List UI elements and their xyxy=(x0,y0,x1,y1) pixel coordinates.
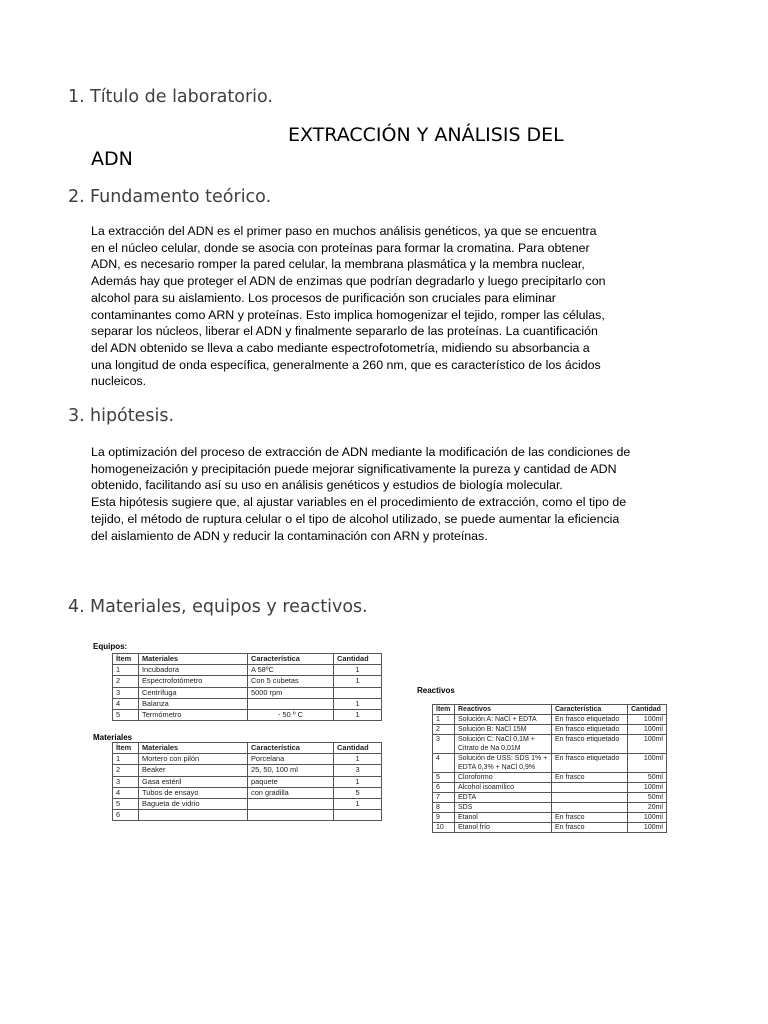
table-cell: En frasco etiquetado xyxy=(552,715,628,725)
table-cell xyxy=(552,803,628,813)
table-header-row xyxy=(433,705,667,715)
section-heading-4: 4. Materiales, equipos y reactivos. xyxy=(68,597,368,617)
table-row xyxy=(433,783,667,793)
table-row xyxy=(113,687,382,698)
column-header: Característica xyxy=(552,705,628,715)
table-cell: Solución B: NaCl 15M xyxy=(455,725,552,735)
table-cell: 3 xyxy=(433,735,455,754)
column-header: Cantidad xyxy=(334,743,382,754)
table-cell: 9 xyxy=(433,813,455,823)
text-line: en el núcleo celular, donde se asocia con proteínas para formar la cromatina. Para obtener xyxy=(91,240,590,255)
table-cell: En frasco etiquetado xyxy=(552,735,628,754)
table-cell: 25, 50, 100 ml xyxy=(248,765,334,776)
table-cell: 8 xyxy=(433,803,455,813)
table-header-row xyxy=(113,743,382,754)
table-cell: 100ml xyxy=(628,735,667,754)
text-line: homogeneización y precipitación puede mejorar significativamente la pureza y cantidad de ADN xyxy=(91,461,617,476)
table-cell: En frasco xyxy=(552,773,628,783)
table-row xyxy=(113,676,382,687)
table-cell: Etanol xyxy=(455,813,552,823)
table-cell: - 50 º C xyxy=(248,709,334,720)
table-cell: 3 xyxy=(113,776,139,787)
table-row xyxy=(433,803,667,813)
lab-title-line2: ADN xyxy=(91,148,133,170)
table-cell: Alcohol isoamílico xyxy=(455,783,552,793)
table-cell: 5 xyxy=(113,709,139,720)
table-row xyxy=(113,709,382,720)
table-cell: 1 xyxy=(334,709,382,720)
table-cell: Mortero con pilón xyxy=(139,754,248,765)
section-heading-1: 1. Título de laboratorio. xyxy=(68,87,273,107)
table-row xyxy=(113,810,382,821)
table-row xyxy=(113,765,382,776)
text-line: obtenido, facilitando así su uso en análisis genéticos y estudios de biología molecular. xyxy=(91,478,563,493)
table-cell: EDTA xyxy=(455,793,552,803)
text-line: una longitud de onda específica, generalmente a 260 nm, que es característico de los ácidos xyxy=(91,357,601,372)
table-row xyxy=(433,725,667,735)
table-cell: Porcelana xyxy=(248,754,334,765)
table-cell: 3 xyxy=(113,687,139,698)
hipotesis-paragraph xyxy=(91,444,630,544)
table-cell: 6 xyxy=(113,810,139,821)
equipos-table xyxy=(112,653,382,721)
table-cell: 1 xyxy=(433,715,455,725)
lab-title-line1: EXTRACCIÓN Y ANÁLISIS DEL xyxy=(288,124,564,146)
table-row xyxy=(113,754,382,765)
table-cell: 5 xyxy=(433,773,455,783)
table-cell: Gasa estéril xyxy=(139,776,248,787)
table-row xyxy=(113,698,382,709)
text-line: del aislamiento de ADN y reducir la contaminación con ARN y proteínas. xyxy=(91,528,488,543)
table-row xyxy=(113,798,382,809)
table-cell xyxy=(139,810,248,821)
table-cell: 100ml xyxy=(628,823,667,833)
table-row xyxy=(113,665,382,676)
table-cell: En frasco xyxy=(552,823,628,833)
table-cell: con gradilla xyxy=(248,787,334,798)
table-header-row xyxy=(113,654,382,665)
table-cell: Solución C: NaCl 0,1M + Citrato de Na 0,01M xyxy=(455,735,552,754)
materiales-table xyxy=(112,742,382,821)
section-heading-3: 3. hipótesis. xyxy=(68,406,175,426)
table-cell xyxy=(334,810,382,821)
table-cell: Tubos de ensayo xyxy=(139,787,248,798)
table-cell: 50ml xyxy=(628,773,667,783)
table-cell xyxy=(334,687,382,698)
section-heading-2: 2. Fundamento teórico. xyxy=(68,187,272,207)
table-cell: 5 xyxy=(113,798,139,809)
table-cell: Solución A: NaCl + EDTA xyxy=(455,715,552,725)
table-row xyxy=(433,715,667,725)
table-cell: 4 xyxy=(113,698,139,709)
table-cell: 2 xyxy=(113,676,139,687)
table-cell: SDS xyxy=(455,803,552,813)
table-cell: 1 xyxy=(334,776,382,787)
table-cell: 7 xyxy=(433,793,455,803)
table-cell: 100ml xyxy=(628,715,667,725)
table-row xyxy=(113,776,382,787)
table-cell: 1 xyxy=(334,798,382,809)
table-cell: 1 xyxy=(334,698,382,709)
column-header: Materiales xyxy=(139,743,248,754)
table-cell: En frasco xyxy=(552,813,628,823)
table-cell xyxy=(248,698,334,709)
table-cell: En frasco etiquetado xyxy=(552,754,628,773)
text-line: La optimización del proceso de extracción de ADN mediante la modificación de las condiciones de xyxy=(91,445,631,459)
table-cell: Espectrofotómetro xyxy=(139,676,248,687)
table-cell: 50ml xyxy=(628,793,667,803)
table-cell: 5000 rpm xyxy=(248,687,334,698)
equipos-label: Equipos: xyxy=(93,642,128,651)
text-line: contaminantes como ARN y proteínas. Esto implica homogenizar el tejido, romper las células, xyxy=(91,307,605,322)
table-cell: Cloroformo xyxy=(455,773,552,783)
text-line: separar los núcleos, liberar el ADN y finalmente separarlo de las proteínas. La cuantificación xyxy=(91,324,598,339)
table-cell: A 58ºC xyxy=(248,665,334,676)
table-cell: En frasco etiquetado xyxy=(552,725,628,735)
reactivos-label: Reactivos xyxy=(417,686,455,695)
table-row xyxy=(433,823,667,833)
table-cell: 2 xyxy=(113,765,139,776)
text-line: alcohol para su aislamiento. Los procesos de purificación son cruciales para eliminar xyxy=(91,290,556,305)
table-cell: 20ml xyxy=(628,803,667,813)
table-cell: 5 xyxy=(334,787,382,798)
table-cell xyxy=(552,783,628,793)
table-row xyxy=(433,773,667,783)
table-cell: 1 xyxy=(113,754,139,765)
text-line: Esta hipótesis sugiere que, al ajustar variables en el procedimiento de extracción, como el tipo de xyxy=(91,495,627,510)
table-cell xyxy=(248,798,334,809)
text-line: ADN, es necesario romper la pared celular, la membrana plasmática y la membra nuclear, xyxy=(91,257,585,272)
table-cell: 100ml xyxy=(628,783,667,793)
table-cell: Incubadora xyxy=(139,665,248,676)
table-cell: 100ml xyxy=(628,813,667,823)
table-cell: 1 xyxy=(334,665,382,676)
table-row xyxy=(433,735,667,754)
table-cell: Con 5 cubetas xyxy=(248,676,334,687)
column-header: Cantidad xyxy=(628,705,667,715)
table-cell: 2 xyxy=(433,725,455,735)
table-row xyxy=(433,793,667,803)
text-line: Además hay que proteger el ADN de enzimas que podrían degradarlo y luego precipitarlo con xyxy=(91,274,606,289)
column-header: Cantidad xyxy=(334,654,382,665)
table-row xyxy=(433,813,667,823)
text-line: del ADN obtenido se lleva a cabo mediante espectrofotometría, midiendo su absorbancia a xyxy=(91,340,590,355)
table-cell: Beaker xyxy=(139,765,248,776)
materiales-label: Materiales xyxy=(93,733,133,742)
table-cell: 3 xyxy=(334,765,382,776)
column-header: Materiales xyxy=(139,654,248,665)
table-cell xyxy=(248,810,334,821)
table-cell: Solución de USS: SDS 1% + EDTA 0,3% + NaCl 0,9% xyxy=(455,754,552,773)
column-header: Ítem xyxy=(113,654,139,665)
table-cell: paquete xyxy=(248,776,334,787)
text-line: La extracción del ADN es el primer paso en muchos análisis genéticos, ya que se encuentra xyxy=(91,224,597,238)
column-header: Reactivos xyxy=(455,705,552,715)
table-cell: 1 xyxy=(113,665,139,676)
text-line: nucleicos. xyxy=(91,374,147,389)
column-header: Característica xyxy=(248,654,334,665)
table-cell: Termómetro xyxy=(139,709,248,720)
table-cell: Centrífuga xyxy=(139,687,248,698)
fundamento-paragraph xyxy=(91,223,606,390)
table-cell: 4 xyxy=(113,787,139,798)
column-header: Ítem xyxy=(113,743,139,754)
reactivos-table xyxy=(432,704,667,833)
table-cell: 10 xyxy=(433,823,455,833)
text-line: tejido, el método de ruptura celular o el tipo de alcohol utilizado, se puede aumentar la eficiencia xyxy=(91,511,620,526)
table-cell: 100ml xyxy=(628,725,667,735)
table-cell: 1 xyxy=(334,676,382,687)
column-header: Ítem xyxy=(433,705,455,715)
table-cell: 4 xyxy=(433,754,455,773)
table-row xyxy=(113,787,382,798)
table-cell: Balanza xyxy=(139,698,248,709)
table-cell: Etanol frío xyxy=(455,823,552,833)
table-row xyxy=(433,754,667,773)
table-cell: Bagueta de vidrio xyxy=(139,798,248,809)
table-cell: 1 xyxy=(334,754,382,765)
table-cell: 100ml xyxy=(628,754,667,773)
table-cell: 6 xyxy=(433,783,455,793)
table-cell xyxy=(552,793,628,803)
column-header: Característica xyxy=(248,743,334,754)
